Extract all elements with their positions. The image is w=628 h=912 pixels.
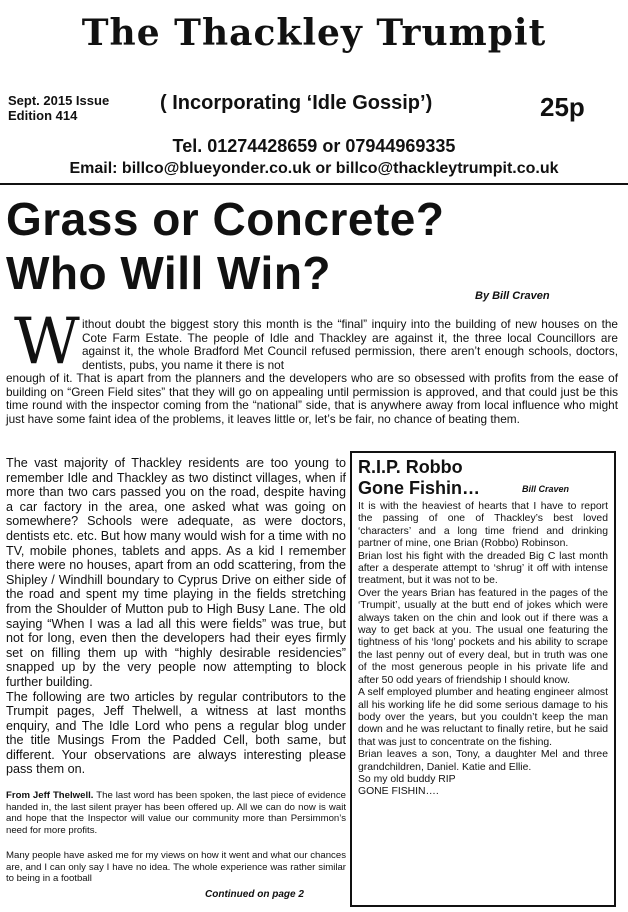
sidebar-byline: Bill Craven — [522, 484, 570, 494]
sidebar-title — [358, 457, 480, 499]
intro-paragraph-rest: enough of it. That is apart from the planners and the developers who are so obsessed with profits from the ease of building on “Green Field sites” that they will go on appealing until permission is approved, and that could just be this time round with the inspector coming from the “national” side, that is anywhere away from local influence who might just have some faint idea of the problems, it leaves little or, let’s be fair, no chance of beating them. — [6, 371, 618, 426]
issue-date: Sept. 2015 Issue — [8, 93, 110, 108]
body-paragraph: The vast majority of Thackley residents are too young to remember Idle and Thackley as two distinct villages, when if more than two cars passed you on the road, despite having a car factory in the area, one asked what was going on somewhere? Schools were adequate, as were doctors, dentists etc. etc. But how many would wish for a time with no TV, mobile phones, tablets and apps. As a kid I remember there were no houses, apart from an odd scattering, from the Shipley / Windhill boundary to Cyprus Drive on either side of the road and spent my time playing in the fields stretching from the Shoulder of Mutton pub to High Busy Lane. The old saying “When I was a lad all this were fields” was true, but not for long, even then the developers had their eyes firmly set on filling them up with “highly desirable residencies” snapped up by the very people now attempting to block further building. — [6, 456, 346, 689]
drop-cap: W — [14, 305, 80, 379]
sidebar-title-line-1: R.I.P. Robbo — [358, 457, 463, 477]
article-headline — [6, 192, 444, 300]
sidebar-paragraph: So my old buddy RIP — [358, 773, 456, 785]
article-byline: By Bill Craven — [475, 290, 550, 302]
sidebar-body — [358, 501, 608, 799]
telephone-line: Tel. 01274428659 or 07944969335 — [172, 136, 456, 156]
jeff-thelwell-piece — [6, 790, 346, 836]
sidebar-paragraph: It is with the heaviest of hearts that I have to report the passing of one of Thackley’s best loved ‘characters’ and a long time friend and drinking partner of mine, one Brian (Robbo) Robinson. — [358, 501, 608, 550]
intro-paragraph-start: ithout doubt the biggest story this month is the “final” inquiry into the building of new houses on the Cote Farm Estate. The people of Idle and Thackley are against it, the three local Councillors are against it, the whole Bradford Met Council refused permission, there aren’t enough schools, doctors, dentists, pubs, you name it there is not — [82, 317, 618, 372]
jeff-continued-text: Many people have asked me for my views on how it went and what our chances are, and I can only say I have no idea. The whole experience was rather similar to being in a football — [6, 850, 346, 885]
sidebar-paragraph: Over the years Brian has featured in the pages of the ‘Trumpit’, usually at the butt end of jokes which were always taken on the chin and look out if there was a way to get back at you. The usual one featuring the tightness of his ‘long’ pockets and his ability to scrape the last penny out of every deal, but in truth was one of the most generous people in his private life and after 50 odd years of friendship I should know. — [358, 587, 608, 686]
subtitle: ( Incorporating ‘Idle Gossip’) — [160, 92, 433, 114]
masthead-divider — [0, 183, 628, 185]
headline-line-1: Grass or Concrete? — [6, 193, 445, 245]
newspaper-title: The Thackley Trumpit — [81, 12, 547, 54]
issue-info — [8, 93, 109, 123]
edition-number: Edition 414 — [8, 108, 78, 123]
sidebar-paragraph: Brian leaves a son, Tony, a daughter Mel and three grandchildren, Daniel. Katie and Ellie. — [358, 749, 608, 773]
price: 25p — [540, 92, 585, 122]
continued-notice: Continued on page 2 — [205, 889, 304, 900]
jeff-label: From Jeff Thelwell. — [6, 790, 94, 801]
sidebar-paragraph: Brian lost his fight with the dreaded Big C last month after a desperate attempt to ‘shrug’ it off with intense treatment, but it was not to be. — [358, 550, 608, 587]
main-column — [6, 456, 346, 777]
sidebar-paragraph: A self employed plumber and heating engineer almost all his working life he did some serious damage to his body over the years, but you couldn’t keep the man down and he was reluctant to finally retire, but he said that was just to concentrate on the fishing. — [358, 687, 608, 748]
jeff-text: The last word has been spoken, the last piece of evidence handed in, the last silent prayer has been offered up. All we can do now is wait and hope that the Inspector will value our community more than Persimmon’s need for more profits. — [6, 790, 346, 836]
sidebar-title-line-2: Gone Fishin… — [358, 478, 481, 498]
sidebar-paragraph: GONE FISHIN…. — [358, 786, 439, 798]
body-paragraph: The following are two articles by regular contributors to the Trumpit pages, Jeff Thelwell, a witness at last months enquiry, and The Idle Lord who pens a regular blog under the title Musings From the Padded Cell, both same, but different. Your observations are always interesting please pass them on. — [6, 689, 346, 777]
headline-line-2: Who Will Win? — [6, 247, 332, 299]
email-line: Email: billco@blueyonder.co.uk or billco@thackleytrumpit.co.uk — [69, 160, 559, 177]
